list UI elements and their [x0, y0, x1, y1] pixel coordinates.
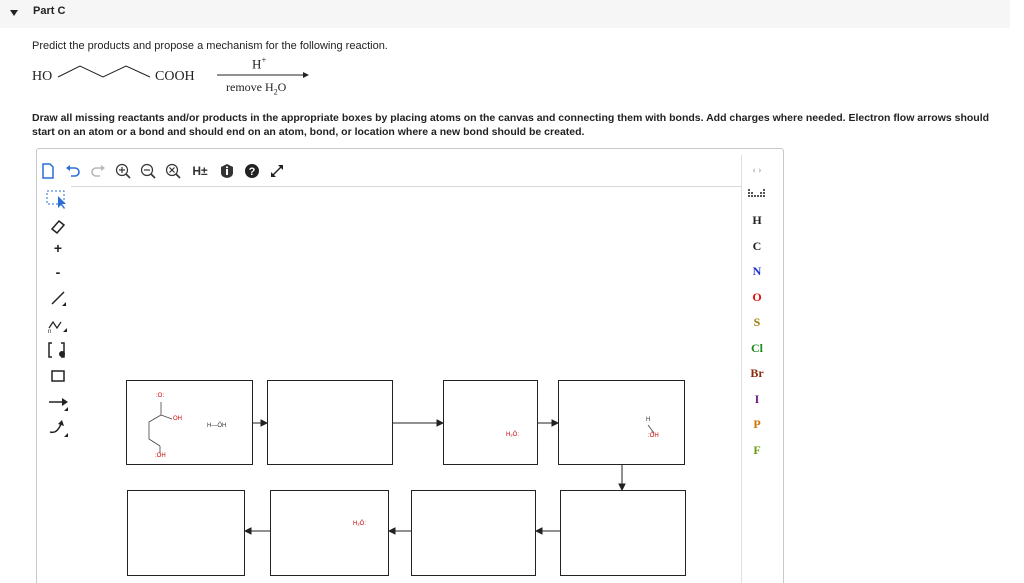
carbonyl-oxygen-label: :O:	[156, 393, 165, 399]
reactant-ho: HO	[32, 69, 53, 84]
element-n-button[interactable]: N	[752, 264, 762, 278]
svg-text:n: n	[48, 329, 52, 334]
question-text: Predict the products and propose a mechanism for the following reaction.	[32, 40, 388, 52]
water-label-1: H₂Ö:	[506, 432, 519, 438]
element-cl-button[interactable]: Cl	[751, 340, 763, 355]
reagent-h-plus: H+	[252, 55, 267, 72]
part-title: Part C	[33, 5, 66, 17]
instructions-text: Draw all missing reactants and/or products in the appropriate boxes by placing atoms on the canvas and connecting them with bonds. Add charges where needed. Electron flow arrows should start on an atom or a bond and should end on an atom, bond, or location where a new bond should be created.	[32, 112, 990, 138]
element-o-button[interactable]: O	[752, 289, 762, 304]
terminal-hydroxyl-label: :OH	[155, 453, 166, 459]
hydronium-label: H—ÖH	[207, 423, 227, 429]
water-label-2: H₂Ö:	[353, 521, 366, 527]
hydroxyl-label: OH	[173, 416, 182, 422]
element-f-button[interactable]: F	[753, 442, 761, 457]
positive-charge-tool[interactable]: +	[53, 240, 63, 256]
hydroxide-label: :ÖH	[648, 433, 659, 439]
palette-scroll-icon[interactable]: ‹ ›	[752, 165, 762, 176]
element-s-button[interactable]: S	[753, 315, 761, 329]
reagent-remove-water: remove $H_2O$	[226, 80, 287, 97]
negative-charge-tool[interactable]: -	[55, 264, 61, 280]
reactant-cooh: COOH	[155, 69, 195, 84]
element-h-button[interactable]: H	[752, 213, 762, 227]
element-p-button[interactable]: P	[753, 417, 761, 431]
h-plus-minus-button[interactable]: H±	[192, 164, 208, 178]
element-br-button[interactable]: Br	[750, 366, 764, 380]
hydrogen-label: H	[646, 417, 651, 423]
svg-text:?: ?	[248, 166, 256, 178]
element-c-button[interactable]: C	[752, 238, 762, 253]
element-i-button[interactable]: I	[754, 391, 760, 406]
